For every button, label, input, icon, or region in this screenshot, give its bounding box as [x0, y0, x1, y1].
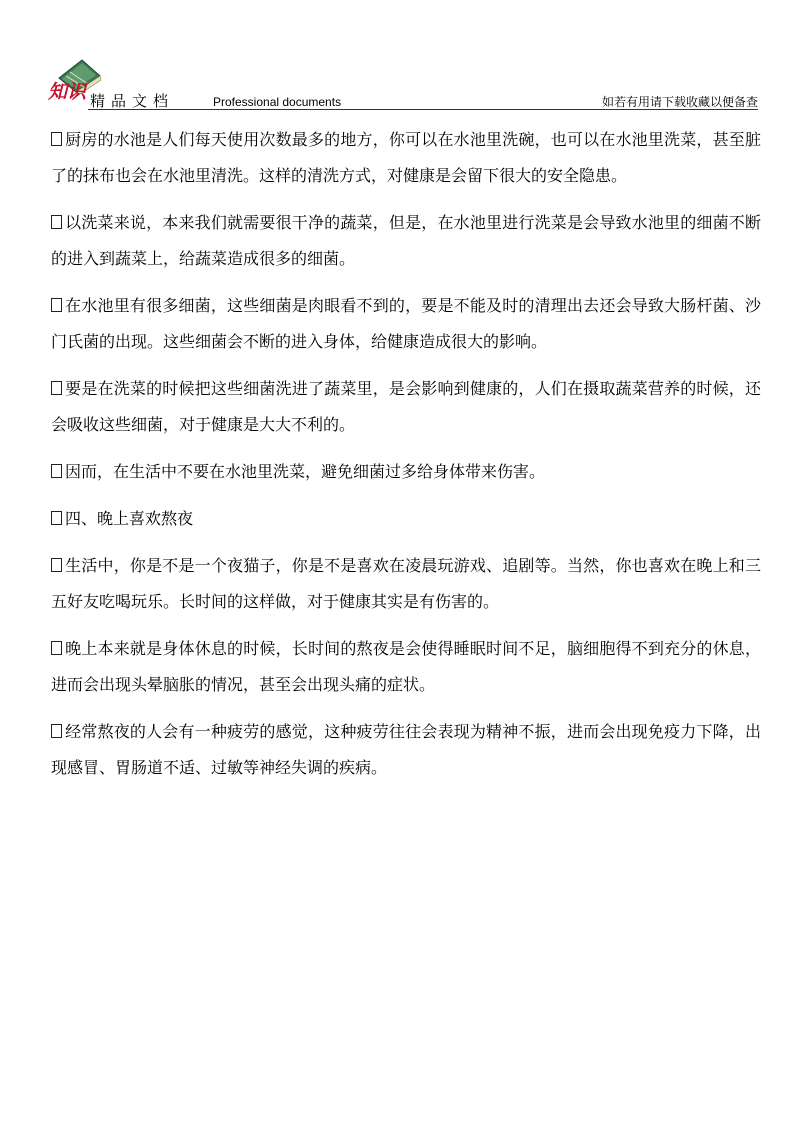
document-body [51, 122, 761, 797]
paragraph [51, 714, 761, 786]
paragraph-text: 晚上本来就是身体休息的时候，长时间的熬夜是会使得睡眠时间不足，脑细胞得不到充分的休息，进而会出现头晕脑胀的情况，甚至会出现头痛的症状。 [51, 639, 761, 694]
paragraph [51, 631, 761, 703]
paragraph-text: 要是在洗菜的时候把这些细菌洗进了蔬菜里，是会影响到健康的，人们在摄取蔬菜营养的时候，还会吸收这些细菌，对于健康是大大不利的。 [51, 379, 761, 434]
paragraph [51, 371, 761, 443]
paragraph-text: 生活中，你是不是一个夜猫子，你是不是喜欢在凌晨玩游戏、追剧等。当然，你也喜欢在晚上和三五好友吃喝玩乐。长时间的这样做，对于健康其实是有伤害的。 [51, 556, 761, 611]
header-subtitle: Professional documents [213, 95, 342, 109]
section-heading-text: 四、晚上喜欢熬夜 [65, 509, 194, 528]
paragraph [51, 548, 761, 620]
paragraph-text: 在水池里有很多细菌，这些细菌是肉眼看不到的，要是不能及时的清理出去还会导致大肠杆菌、沙门氏菌的出现。这些细菌会不断的进入身体，给健康造成很大的影响。 [51, 296, 761, 351]
checkbox-glyph-icon [51, 215, 62, 229]
paragraph [51, 454, 761, 490]
paragraph-text: 以洗菜来说，本来我们就需要很干净的蔬菜，但是，在水池里进行洗菜是会导致水池里的细菌不断的进入到蔬菜上，给蔬菜造成很多的细菌。 [51, 213, 761, 268]
paragraph-text: 厨房的水池是人们每天使用次数最多的地方，你可以在水池里洗碗，也可以在水池里洗菜，甚至脏了的抹布也会在水池里清洗。这样的清洗方式，对健康是会留下很大的安全隐患。 [51, 130, 761, 185]
checkbox-glyph-icon [51, 298, 62, 312]
paragraph [51, 288, 761, 360]
page-header [46, 52, 758, 110]
header-title: 精品文档 [90, 92, 175, 110]
checkbox-glyph-icon [51, 724, 62, 738]
paragraph [51, 205, 761, 277]
checkbox-glyph-icon [51, 132, 62, 146]
download-note: 如若有用请下载收藏以便备查 [601, 95, 758, 109]
checkbox-glyph-icon [51, 381, 62, 395]
checkbox-glyph-icon [51, 511, 62, 525]
paragraph-text: 经常熬夜的人会有一种疲劳的感觉，这种疲劳往往会表现为精神不振，进而会出现免疫力下降，出现感冒、胃肠道不适、过敏等神经失调的疾病。 [51, 722, 761, 777]
paragraph-text: 因而，在生活中不要在水池里洗菜，避免细菌过多给身体带来伤害。 [65, 462, 546, 481]
logo-text: 知识 [48, 81, 87, 103]
checkbox-glyph-icon [51, 558, 62, 572]
header-divider [88, 109, 758, 110]
checkbox-glyph-icon [51, 464, 62, 478]
section-heading [51, 501, 761, 537]
paragraph [51, 122, 761, 194]
checkbox-glyph-icon [51, 641, 62, 655]
